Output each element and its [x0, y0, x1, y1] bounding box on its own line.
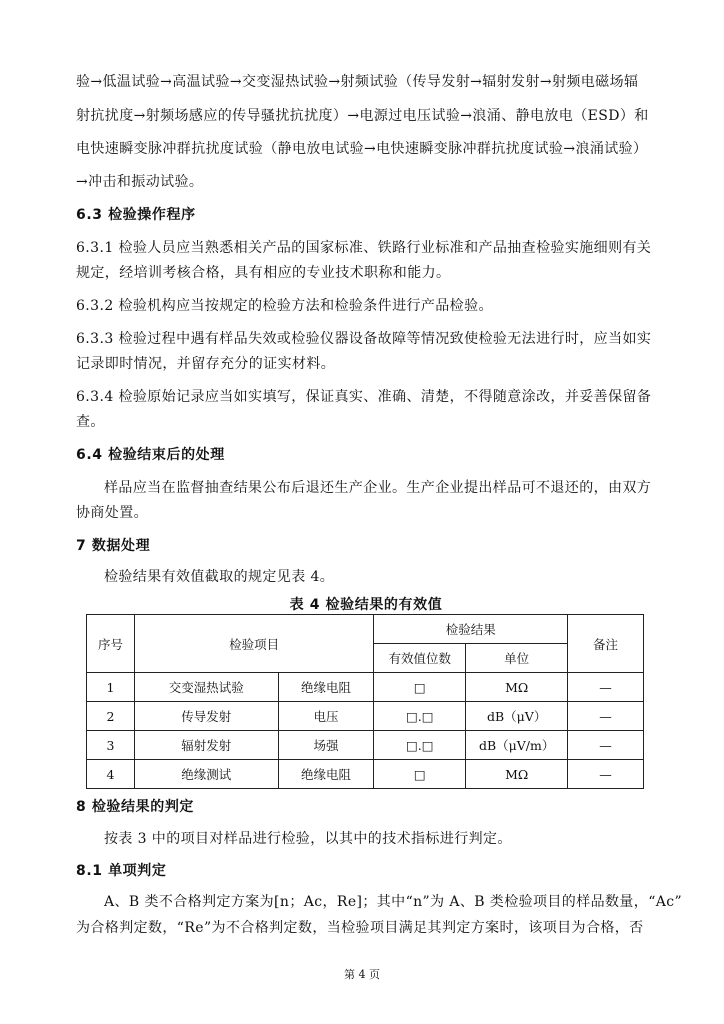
cell-no: 2: [87, 702, 135, 731]
paragraph-line: 记录即时情况，并留存充分的证实材料。: [76, 356, 336, 372]
section-heading-6-3: 6.3 检验操作程序: [76, 207, 196, 223]
section-heading-6-4: 6.4 检验结束后的处理: [76, 447, 225, 463]
header-unit: 单位: [466, 644, 568, 673]
paragraph-line: 为合格判定数，“Re”为不合格判定数，当检验项目满足其判定方案时，该项目为合格，否: [76, 920, 644, 936]
cell-remark: —: [568, 760, 644, 789]
header-no: 序号: [87, 615, 135, 673]
table-caption: 表 4 检验结果的有效值: [289, 597, 443, 613]
paragraph-line: 6.3.4 检验原始记录应当如实填写，保证真实、准确、清楚，不得随意涂改，并妥善保留备: [76, 389, 652, 405]
cell-remark: —: [568, 702, 644, 731]
paragraph-line: 协商处置。: [76, 505, 148, 521]
cell-digits: □.□: [374, 702, 466, 731]
paragraph-line: A、B 类不合格判定方案为[n；Ac，Re]；其中“n”为 A、B 类检验项目的样品数量，“Ac”: [104, 894, 683, 910]
header-result: 检验结果: [374, 615, 568, 644]
cell-remark: —: [568, 673, 644, 702]
paragraph-line: 检验结果有效值截取的规定见表 4。: [104, 569, 335, 585]
table-row: [87, 673, 644, 702]
paragraph-line: 6.3.1 检验人员应当熟悉相关产品的国家标准、铁路行业标准和产品抽查检验实施细则有关: [76, 240, 652, 256]
paragraph-line: →冲击和振动试验。: [76, 174, 204, 190]
table-row: [87, 702, 644, 731]
cell-no: 3: [87, 731, 135, 760]
cell-unit: dB（μV）: [466, 702, 568, 731]
paragraph-line: 查。: [76, 414, 105, 430]
page-number: 第 4 页: [344, 968, 380, 981]
paragraph-line: 6.3.3 检验过程中遇有样品失效或检验仪器设备故障等情况致使检验无法进行时，应当如实: [76, 331, 652, 347]
paragraph-line: 样品应当在监督抽查结果公布后退还生产企业。生产企业提出样品可不退还的，由双方: [104, 480, 652, 496]
paragraph-line: 规定，经培训考核合格，具有相应的专业技术职称和能力。: [76, 265, 451, 281]
cell-digits: □: [374, 760, 466, 789]
header-digits: 有效值位数: [374, 644, 466, 673]
cell-item: 传导发射: [134, 702, 278, 731]
cell-parameter: 电压: [278, 702, 374, 731]
cell-item: 辐射发射: [134, 731, 278, 760]
paragraph-line: 按表 3 中的项目对样品进行检验，以其中的技术指标进行判定。: [104, 831, 512, 847]
cell-item: 绝缘测试: [134, 760, 278, 789]
table-row: [87, 760, 644, 789]
paragraph-line: 验→低温试验→高温试验→交变湿热试验→射频试验（传导发射→辐射发射→射频电磁场辐: [76, 74, 639, 90]
cell-no: 1: [87, 673, 135, 702]
table-row: [87, 731, 644, 760]
section-heading-7: 7 数据处理: [76, 538, 151, 554]
cell-remark: —: [568, 731, 644, 760]
cell-unit: MΩ: [466, 760, 568, 789]
cell-unit: dB（μV/m）: [466, 731, 568, 760]
header-remark: 备注: [568, 615, 644, 673]
cell-digits: □: [374, 673, 466, 702]
results-table: [86, 614, 644, 789]
table-header-row: [87, 615, 644, 644]
section-heading-8-1: 8.1 单项判定: [76, 863, 167, 879]
cell-item: 交变湿热试验: [134, 673, 278, 702]
header-item: 检验项目: [134, 615, 373, 673]
cell-digits: □.□: [374, 731, 466, 760]
cell-parameter: 绝缘电阻: [278, 673, 374, 702]
cell-no: 4: [87, 760, 135, 789]
cell-parameter: 场强: [278, 731, 374, 760]
paragraph-line: 6.3.2 检验机构应当按规定的检验方法和检验条件进行产品检验。: [76, 298, 493, 314]
section-heading-8: 8 检验结果的判定: [76, 799, 195, 815]
paragraph-line: 电快速瞬变脉冲群抗扰度试验（静电放电试验→电快速瞬变脉冲群抗扰度试验→浪涌试验）: [76, 141, 648, 157]
cell-unit: MΩ: [466, 673, 568, 702]
paragraph-line: 射抗扰度→射频场感应的传导骚扰抗扰度）→电源过电压试验→浪涌、静电放电（ESD）和: [76, 108, 649, 124]
cell-parameter: 绝缘电阻: [278, 760, 374, 789]
